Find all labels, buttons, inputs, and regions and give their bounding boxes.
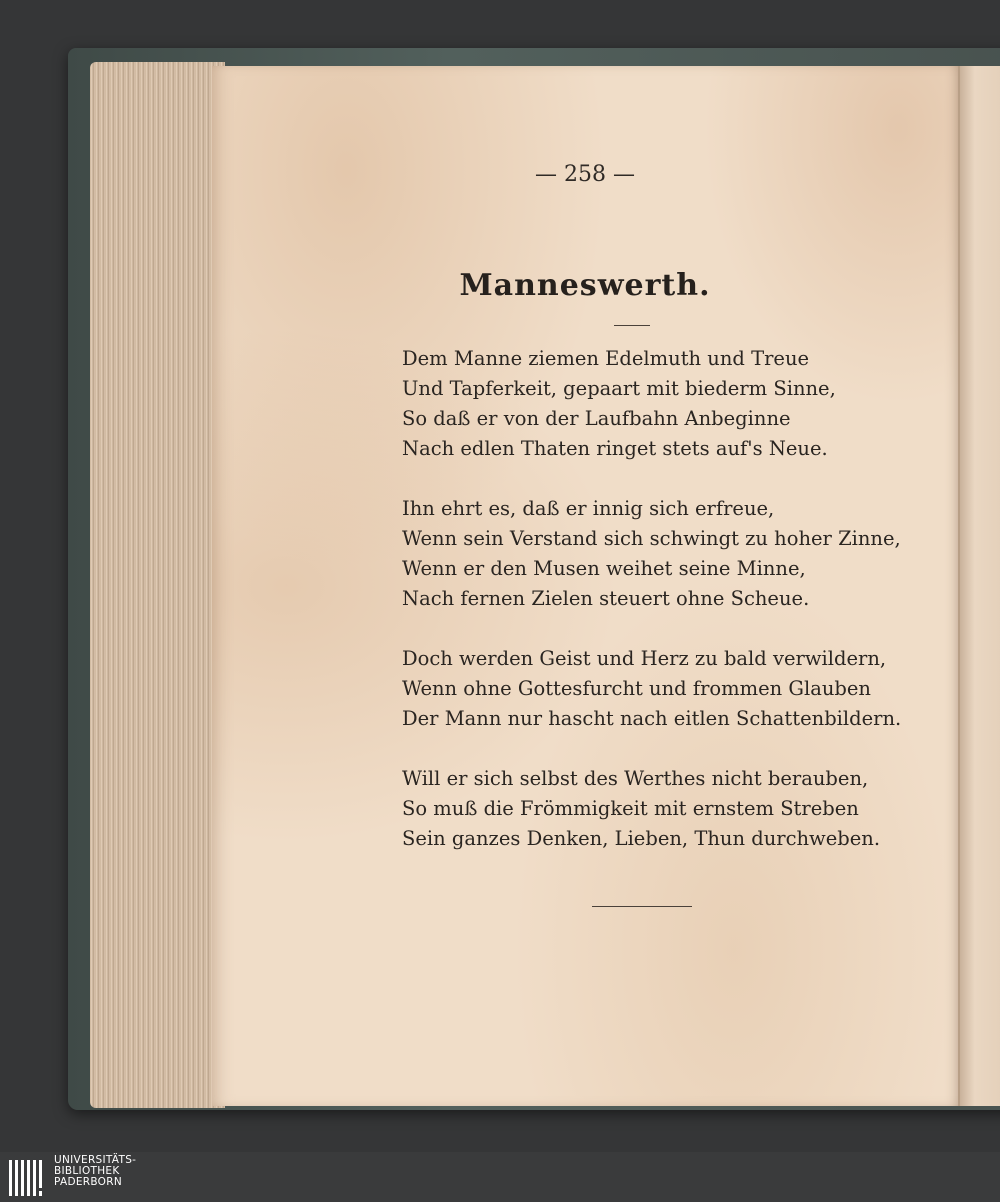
poem-line: Wenn er den Musen weihet seine Minne,	[402, 557, 806, 580]
poem-title: Manneswerth.	[459, 268, 711, 303]
page-edges	[90, 62, 225, 1108]
poem-line: Der Mann nur hascht nach eitlen Schattenbildern.	[402, 707, 902, 730]
stanza-4	[402, 764, 882, 854]
poem-line: Ihn ehrt es, daß er innig sich erfreue,	[402, 497, 775, 520]
poem-line: Nach fernen Zielen steuert ohne Scheue.	[402, 587, 810, 610]
library-name-line: PADERBORN	[54, 1176, 122, 1188]
next-page-edge	[958, 66, 1000, 1106]
library-name-line: BIBLIOTHEK	[54, 1165, 120, 1177]
poem-line: Will er sich selbst des Werthes nicht berauben,	[402, 767, 869, 790]
stanza-2	[402, 494, 901, 614]
poem-body	[402, 344, 902, 884]
poem-line: Nach edlen Thaten ringet stets auf's Neue.	[402, 437, 828, 460]
poem-line: Und Tapferkeit, gepaart mit biederm Sinne,	[402, 377, 836, 400]
stanza-3	[402, 644, 902, 734]
library-name	[54, 1155, 136, 1188]
library-footer	[0, 1152, 1000, 1202]
poem-line: Sein ganzes Denken, Lieben, Thun durchweben.	[402, 827, 881, 850]
poem-line: So muß die Frömmigkeit mit ernstem Streben	[402, 797, 859, 820]
page-number: — 258 —	[535, 162, 635, 187]
library-name-line: UNIVERSITÄTS-	[54, 1154, 137, 1166]
stanza-1	[402, 344, 882, 464]
end-divider	[592, 906, 692, 907]
title-divider	[614, 325, 650, 326]
library-logo-icon	[8, 1158, 50, 1198]
poem-line: Wenn sein Verstand sich schwingt zu hoher Zinne,	[402, 527, 901, 550]
poem-line: Wenn ohne Gottesfurcht und frommen Glauben	[402, 677, 871, 700]
poem-line: Doch werden Geist und Herz zu bald verwildern,	[402, 647, 887, 670]
poem-line: Dem Manne ziemen Edelmuth und Treue	[402, 347, 810, 370]
poem-line: So daß er von der Laufbahn Anbeginne	[402, 407, 791, 430]
